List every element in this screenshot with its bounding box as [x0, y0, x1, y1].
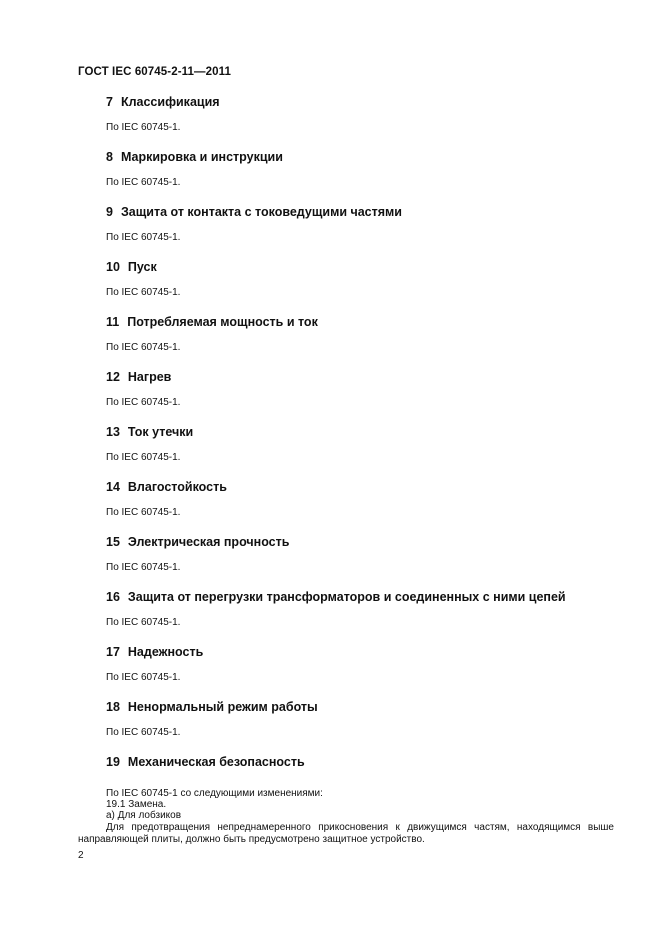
section-19: [106, 754, 626, 770]
section-19-paragraph: Для предотвращения непреднамеренного прикосновения к движущимся частям, находящимся выше направляющей плиты, должно быть предусмотрено защитное устройство.: [78, 822, 614, 845]
section-number: 8: [106, 150, 113, 164]
section-title: Защита от контакта с токоведущими частями: [120, 205, 402, 219]
section-14: [106, 479, 626, 519]
section-19-item: 19.1 Замена.: [106, 799, 167, 810]
section-18: [106, 699, 626, 739]
section-body: По IEC 60745-1.: [106, 617, 181, 628]
section-number: 16: [106, 590, 120, 604]
section-body: По IEC 60745-1.: [106, 397, 181, 408]
section-body: По IEC 60745-1.: [106, 232, 181, 243]
section-15: [106, 534, 626, 574]
section-body: По IEC 60745-1.: [106, 452, 181, 463]
section-19-details: [106, 788, 626, 821]
section-heading: [106, 204, 626, 220]
section-number: 12: [106, 370, 120, 384]
section-19-subitem: а) Для лобзиков: [106, 810, 182, 821]
section-title: Маркировка и инструкции: [120, 150, 283, 164]
section-body: По IEC 60745-1.: [106, 562, 181, 573]
section-number: 10: [106, 260, 120, 274]
page-number: 2: [78, 850, 84, 861]
section-number: 9: [106, 205, 113, 219]
section-heading: [106, 644, 626, 660]
section-body: По IEC 60745-1.: [106, 122, 181, 133]
section-body: По IEC 60745-1.: [106, 727, 181, 738]
section-body: По IEC 60745-1.: [106, 177, 181, 188]
section-number: 13: [106, 425, 120, 439]
section-heading: [106, 149, 626, 165]
section-heading: [106, 314, 626, 330]
section-heading: [106, 94, 626, 110]
section-title: Защита от перегрузки трансформаторов и соединенных с ними цепей: [127, 590, 566, 604]
section-11: [106, 314, 626, 354]
section-heading: [106, 424, 626, 440]
section-8: [106, 149, 626, 189]
section-title: Влагостойкость: [127, 480, 227, 494]
section-heading: [106, 534, 626, 550]
section-heading: [106, 479, 626, 495]
section-title: Нагрев: [127, 370, 172, 384]
section-heading: [106, 699, 626, 715]
section-16: [106, 589, 626, 629]
section-title: Классификация: [120, 95, 220, 109]
section-9: [106, 204, 626, 244]
section-number: 11: [106, 315, 120, 329]
section-number: 18: [106, 700, 120, 714]
section-body: По IEC 60745-1.: [106, 342, 181, 353]
section-heading: [106, 369, 626, 385]
section-17: [106, 644, 626, 684]
section-body: По IEC 60745-1.: [106, 507, 181, 518]
section-12: [106, 369, 626, 409]
section-heading: [106, 754, 626, 770]
section-heading: [106, 589, 626, 605]
document-header: ГОСТ IEC 60745-2-11—2011: [78, 66, 231, 78]
section-title: Механическая безопасность: [127, 755, 305, 769]
section-number: 7: [106, 95, 113, 109]
section-title: Электрическая прочность: [127, 535, 290, 549]
section-body: По IEC 60745-1.: [106, 672, 181, 683]
section-title: Надежность: [127, 645, 204, 659]
section-number: 17: [106, 645, 120, 659]
section-number: 14: [106, 480, 120, 494]
section-13: [106, 424, 626, 464]
section-7: [106, 94, 626, 134]
section-10: [106, 259, 626, 299]
section-title: Ток утечки: [127, 425, 194, 439]
section-number: 19: [106, 755, 120, 769]
section-title: Потребляемая мощность и ток: [127, 315, 318, 329]
section-number: 15: [106, 535, 120, 549]
section-title: Пуск: [127, 260, 157, 274]
section-title: Ненормальный режим работы: [127, 700, 318, 714]
section-body: По IEC 60745-1.: [106, 287, 181, 298]
section-19-intro: По IEC 60745-1 со следующими изменениями:: [106, 788, 323, 799]
section-heading: [106, 259, 626, 275]
